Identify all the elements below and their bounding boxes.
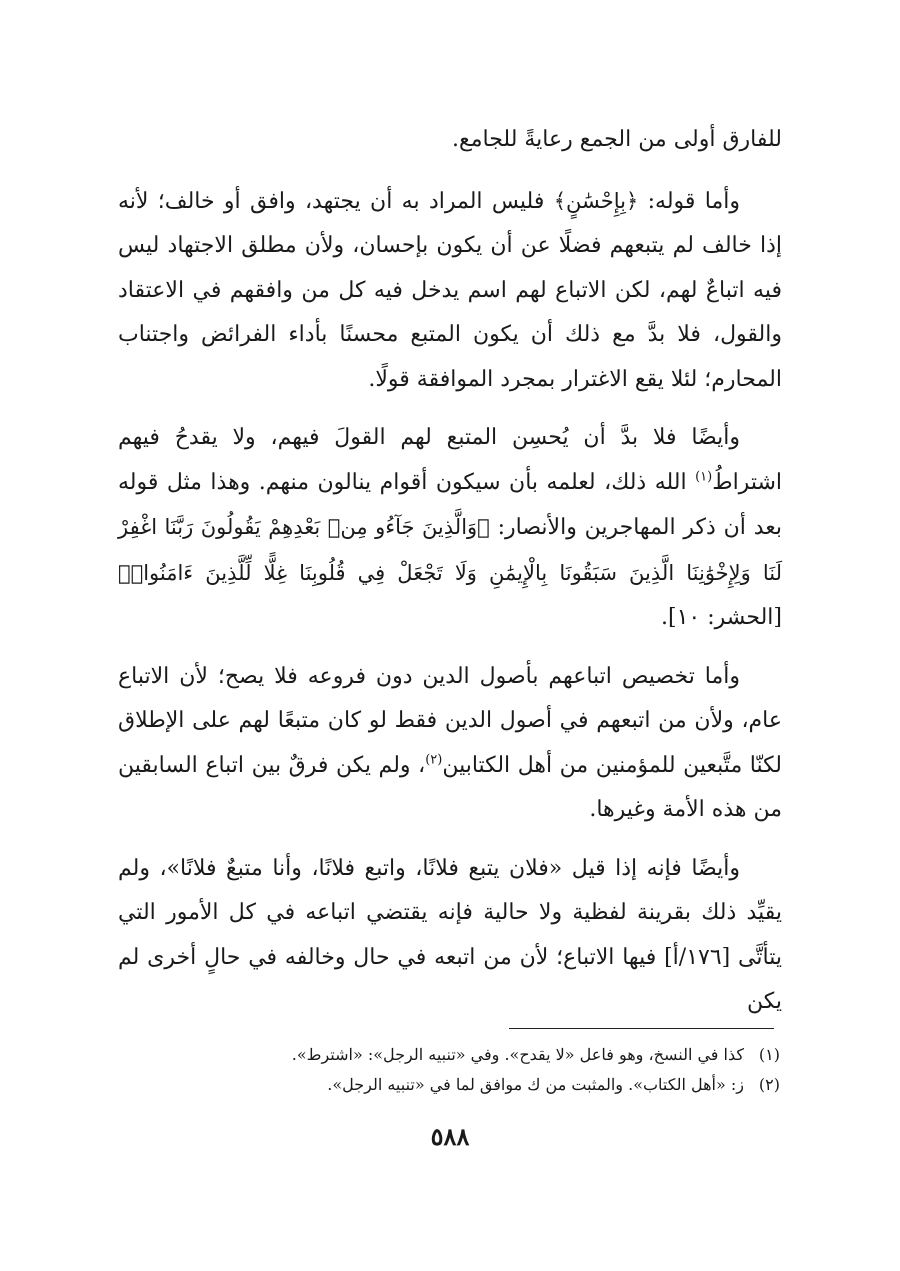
footnotes bbox=[120, 1040, 780, 1100]
paragraph-5: وأيضًا فإنه إذا قيل «فلان يتبع فلانًا، واتبع فلانًا، وأنا متبعٌ فلانًا»، ولم يقيِّد ذلك بقرينة لفظية ولا حالية فإنه يقتضي اتباعه في كل الأمور التي يتأتَّى [١٧٦/أ] فيها الاتباع؛ لأن من اتبعه في حال وخالفه في حالٍ أخرى لم يكن bbox=[118, 855, 782, 1014]
paragraph-3-text: وأيضًا فلا بدَّ أن يُحسِن المتبع لهم القولَ فيهم، ولا يقدحُ فيهم اشتراطُ bbox=[118, 425, 782, 495]
footnote-1 bbox=[120, 1040, 780, 1070]
paragraph-4-text: ، ولم يكن فرقٌ بين اتباع السابقين من هذه الأمة وغيرها. bbox=[118, 752, 782, 822]
page-number: ٥٨٨ bbox=[430, 1122, 470, 1151]
paragraph-4-text: وأما تخصيص اتباعهم بأصول الدين دون فروعه فلا يصح؛ لأن الاتباع عام، ولأن من اتبعهم في أصول الدين فقط لو كان متبعًا لهم على الإطلاق لكنّا متَّبعين للمؤمنين من أهل الكتابين bbox=[118, 663, 782, 778]
paragraph-3 bbox=[118, 416, 782, 641]
footnote-text: ز: «أهل الكتاب». والمثبت من ك موافق لما في «تنبيه الرجل». bbox=[327, 1075, 744, 1094]
paragraph-4 bbox=[118, 655, 782, 833]
footnote-ref-1: (١) bbox=[695, 469, 713, 485]
footnote-2 bbox=[120, 1070, 780, 1100]
footnote-number: (٢) bbox=[758, 1075, 780, 1094]
footnote-number: (١) bbox=[758, 1045, 780, 1064]
quran-quote: ﴿وَالَّذِينَ جَآءُو مِنۢ بَعْدِهِمْ يَقُولُونَ رَبَّنَا اغْفِرْ لَنَا وَلِإِخْوَٰنِنَا الَّذِينَ سَبَقُونَا بِالْإِيمَٰنِ وَلَا تَجْعَلْ فِي قُلُوبِنَا غِلًّا لِّلَّذِينَ ءَامَنُوا۟﴾ bbox=[118, 515, 782, 585]
paragraph-2-text: فليس المراد به أن يجتهد، وافق أو خالف؛ لأنه إذا خالف لم يتبعهم فضلًا عن أن يكون بإحسان، ولأن مطلق الاجتهاد ليس فيه اتباعٌ لهم، لكن الاتباع لهم اسم يدخل فيه كل من وافقهم في الاعتقاد والقول، فلا بدَّ مع ذلك أن يكون المتبع محسنًا بأداء الفرائض واجتناب المحارم؛ لئلا يقع الاغترار بمجرد الموافقة قولًا. bbox=[118, 188, 782, 392]
paragraph-2 bbox=[118, 179, 782, 403]
quran-quote: ﴿بِإِحْسَٰنٍ﴾ bbox=[553, 188, 639, 213]
paragraph-2-text: وأما قوله: bbox=[638, 188, 740, 214]
paragraph-1: للفارق أولى من الجمع رعايةً للجامع. bbox=[452, 127, 782, 152]
paragraph-3-text: الله ذلك، لعلمه بأن سيكون أقوام ينالون منهم. وهذا مثل قوله بعد أن ذكر المهاجرين والأنصار: bbox=[118, 469, 782, 540]
verse-citation: [الحشر: ١٠]. bbox=[661, 605, 782, 630]
footnote-ref-2: (٢) bbox=[425, 752, 443, 768]
footnote-text: كذا في النسخ، وهو فاعل «لا يقدح». وفي «تنبيه الرجل»: «اشترط». bbox=[291, 1045, 744, 1064]
footnote-divider bbox=[509, 1028, 774, 1029]
main-text bbox=[118, 118, 782, 1039]
